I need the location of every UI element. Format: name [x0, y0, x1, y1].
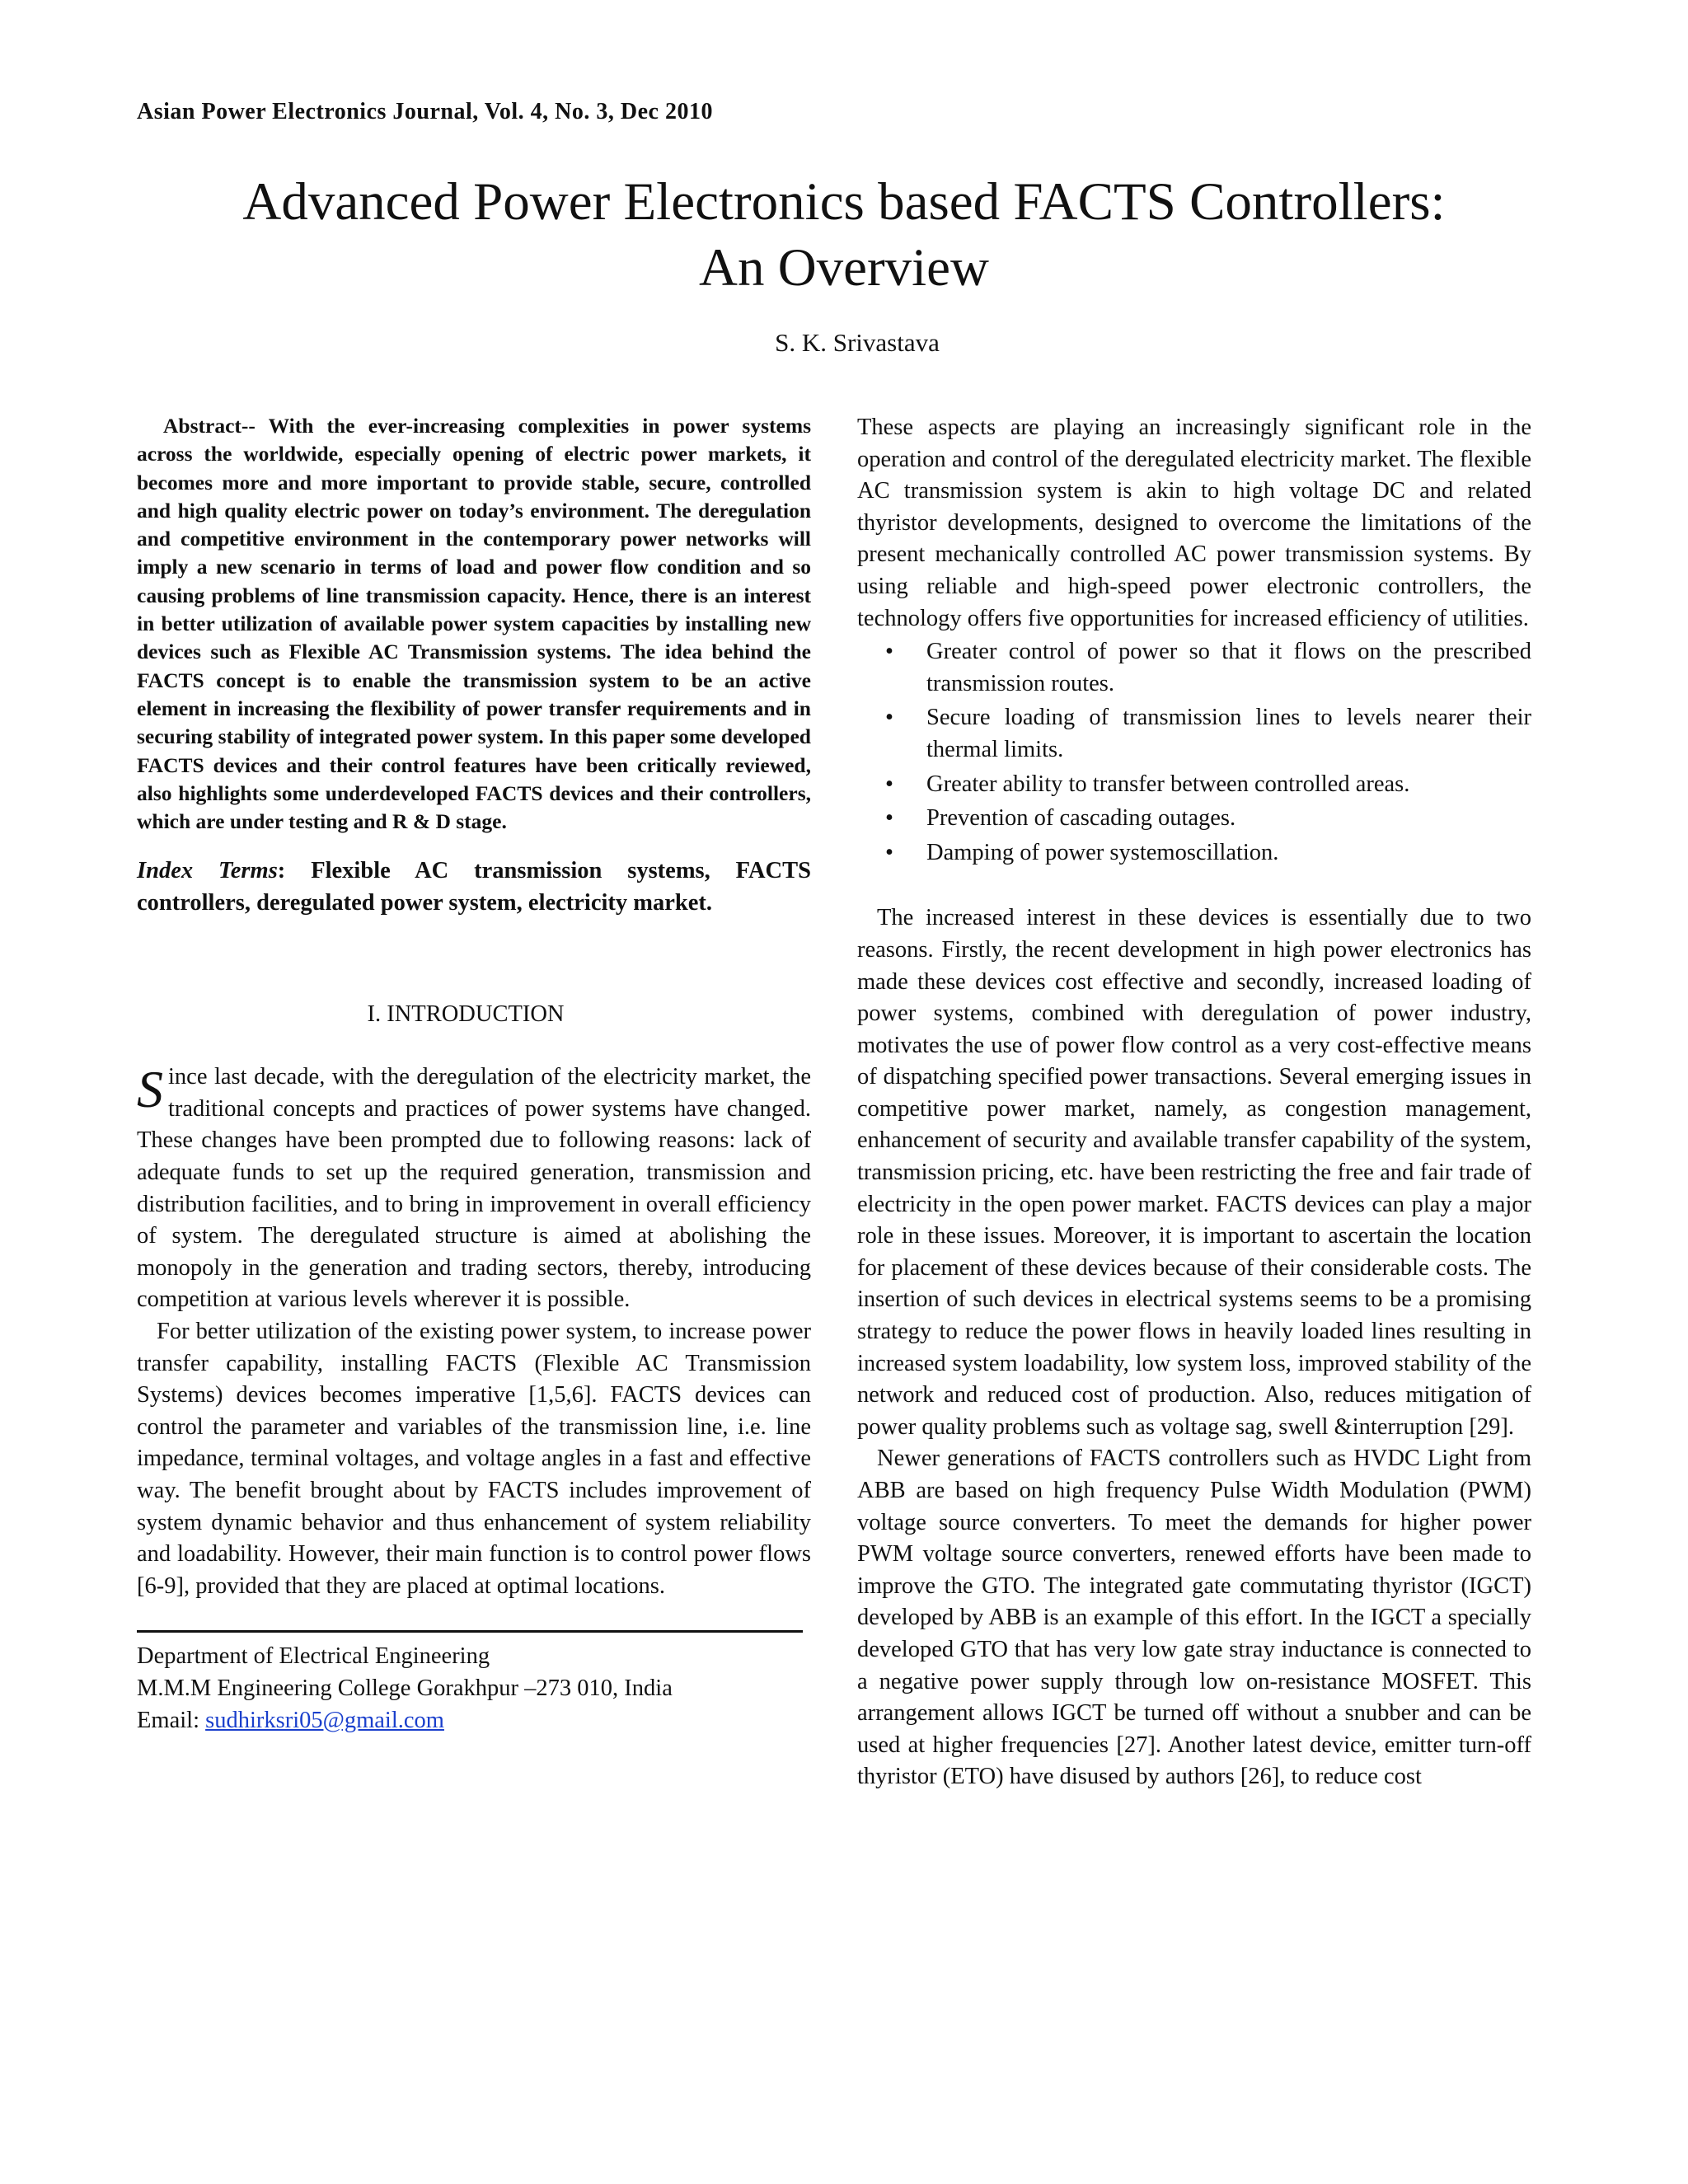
index-terms-label: Index Terms	[137, 858, 278, 884]
index-terms-text: Flexible AC transmission systems, FACTS controllers, deregulated power system, electricity market.	[137, 858, 811, 916]
footnote-divider	[137, 1630, 803, 1633]
list-item: • Secure loading of transmission lines to levels nearer their thermal limits.	[926, 702, 1531, 766]
left-column	[137, 412, 811, 1736]
section-heading-introduction: I. INTRODUCTION	[367, 1001, 565, 1027]
right-paragraph-2: The increased interest in these devices is essentially due to two reasons. Firstly, the recent development in high power electronics has made these devices cost effective and secondly, increased loading of power systems, combined with deregulation of power industry, motivates the use of power flow control as a very cost-effective means of dispatching specified power transactions. Several emerging issues in competitive power market, namely, as congestion management, enhancement of security and available transfer capability of the system, transmission pricing, etc. have been restricting the free and fair trade of electricity in the open power market. FACTS devices can play a major role in these issues. Moreover, it is important to ascertain the location for placement of these devices because of their considerable costs. The insertion of such devices in electrical systems seems to be a promising strategy to reduce the power flows in heavily loaded lines resulting in increased system loadability, low system loss, improved stability of the network and reduced cost of production. Also, reduces mitigation of power quality problems such as voltage sag, swell &interruption [29].	[857, 905, 1531, 1440]
right-paragraph-1: These aspects are playing an increasingly significant role in the operation and control of the deregulated electricity market. The flexible AC transmission system is akin to high voltage DC and related thyristor developments, designed to overcome the limitations of the present mechanically controlled AC power transmission systems. By using reliable and high-speed power electronic controllers, the technology offers five opportunities for increased efficiency of utilities.	[857, 415, 1531, 631]
email-label: Email:	[137, 1707, 206, 1733]
list-item: • Prevention of cascading outages.	[926, 803, 1531, 835]
paper-title	[0, 169, 1688, 301]
list-item: • Damping of power systemoscillation.	[926, 837, 1531, 869]
title-line-2: An Overview	[699, 238, 989, 298]
journal-header: Asian Power Electronics Journal, Vol. 4, No. 3, Dec 2010	[137, 99, 713, 124]
author-affiliation	[137, 1641, 811, 1736]
paragraph-gap	[857, 871, 1531, 902]
author-name: S. K. Srivastava	[775, 328, 940, 357]
intro-paragraph-1-text: ince last decade, with the deregulation of the electricity market, the traditional concepts and practices of power systems have changed. These changes have been prompted due to following reasons: lack of adequate funds to set up the required generation, transmission and distribution facilities, and to bring in improvement in overall efficiency of system. The deregulated structure is aimed at abolishing the monopoly in the generation and trading sectors, thereby, introducing competition at various levels wherever it is possible.	[137, 1064, 811, 1313]
affiliation-department: Department of Electrical Engineering	[137, 1643, 490, 1670]
opportunities-list	[857, 636, 1531, 869]
title-line-1: Advanced Power Electronics based FACTS Controllers:	[242, 172, 1446, 232]
list-item: • Greater control of power so that it flows on the prescribed transmission routes.	[926, 636, 1531, 700]
intro-paragraph-1	[137, 1062, 811, 1316]
right-paragraph-3: Newer generations of FACTS controllers such as HVDC Light from ABB are based on high frequency Pulse Width Modulation (PWM) voltage source converters. To meet the demands for higher power PWM voltage source converters, renewed efforts have been made to improve the GTO. The integrated gate commutating thyristor (IGCT) developed by ABB is an example of this effort. In the IGCT a specially developed GTO that has very low gate stray inductance is connected to a negative power supply through low on-resistance MOSFET. This arrangement allows IGCT be turned off without a snubber and can be used at higher frequencies [27]. Another latest device, emitter turn-off thyristor (ETO) have disused by authors [26], to reduce cost	[857, 1446, 1531, 1790]
affiliation-college: M.M.M Engineering College Gorakhpur –273 010, India	[137, 1675, 673, 1701]
right-column	[857, 412, 1531, 1793]
email-link[interactable]: sudhirksri05@gmail.com	[205, 1707, 444, 1733]
index-terms	[137, 855, 811, 919]
affiliation-email-line	[137, 1705, 811, 1737]
drop-cap: S	[137, 1060, 163, 1119]
list-item: • Greater ability to transfer between controlled areas.	[926, 769, 1531, 801]
abstract: Abstract-- With the ever-increasing complexities in power systems across the worldwide, especially opening of electric power markets, it becomes more and more important to provide stable, secure, controlled and high quality electric power on today’s environment. The deregulation and competitive environment in the contemporary power networks will imply a new scenario in terms of load and power flow condition and so causing problems of line transmission capacity. Hence, there is an interest in better utilization of available power system capacities by installing new devices such as Flexible AC Transmission systems. The idea behind the FACTS concept is to enable the transmission system to be an active element in increasing the flexibility of power transfer requirements and in securing stability of integrated power system. In this paper some developed FACTS devices and their control features have been critically reviewed, also highlights some underdeveloped FACTS devices and their controllers, which are under testing and R & D stage.	[137, 414, 811, 834]
index-terms-colon: :	[277, 858, 286, 884]
intro-paragraph-2: For better utilization of the existing power system, to increase power transfer capability, installing FACTS (Flexible AC Transmission Systems) devices becomes imperative [1,5,6]. FACTS devices can control the parameter and variables of the transmission line, i.e. line impedance, terminal voltages, and voltage angles in a fast and effective way. The benefit brought about by FACTS includes improvement of system dynamic behavior and thus enhancement of system reliability and loadability. However, their main function is to control power flows [6-9], provided that they are placed at optimal locations.	[137, 1318, 811, 1599]
